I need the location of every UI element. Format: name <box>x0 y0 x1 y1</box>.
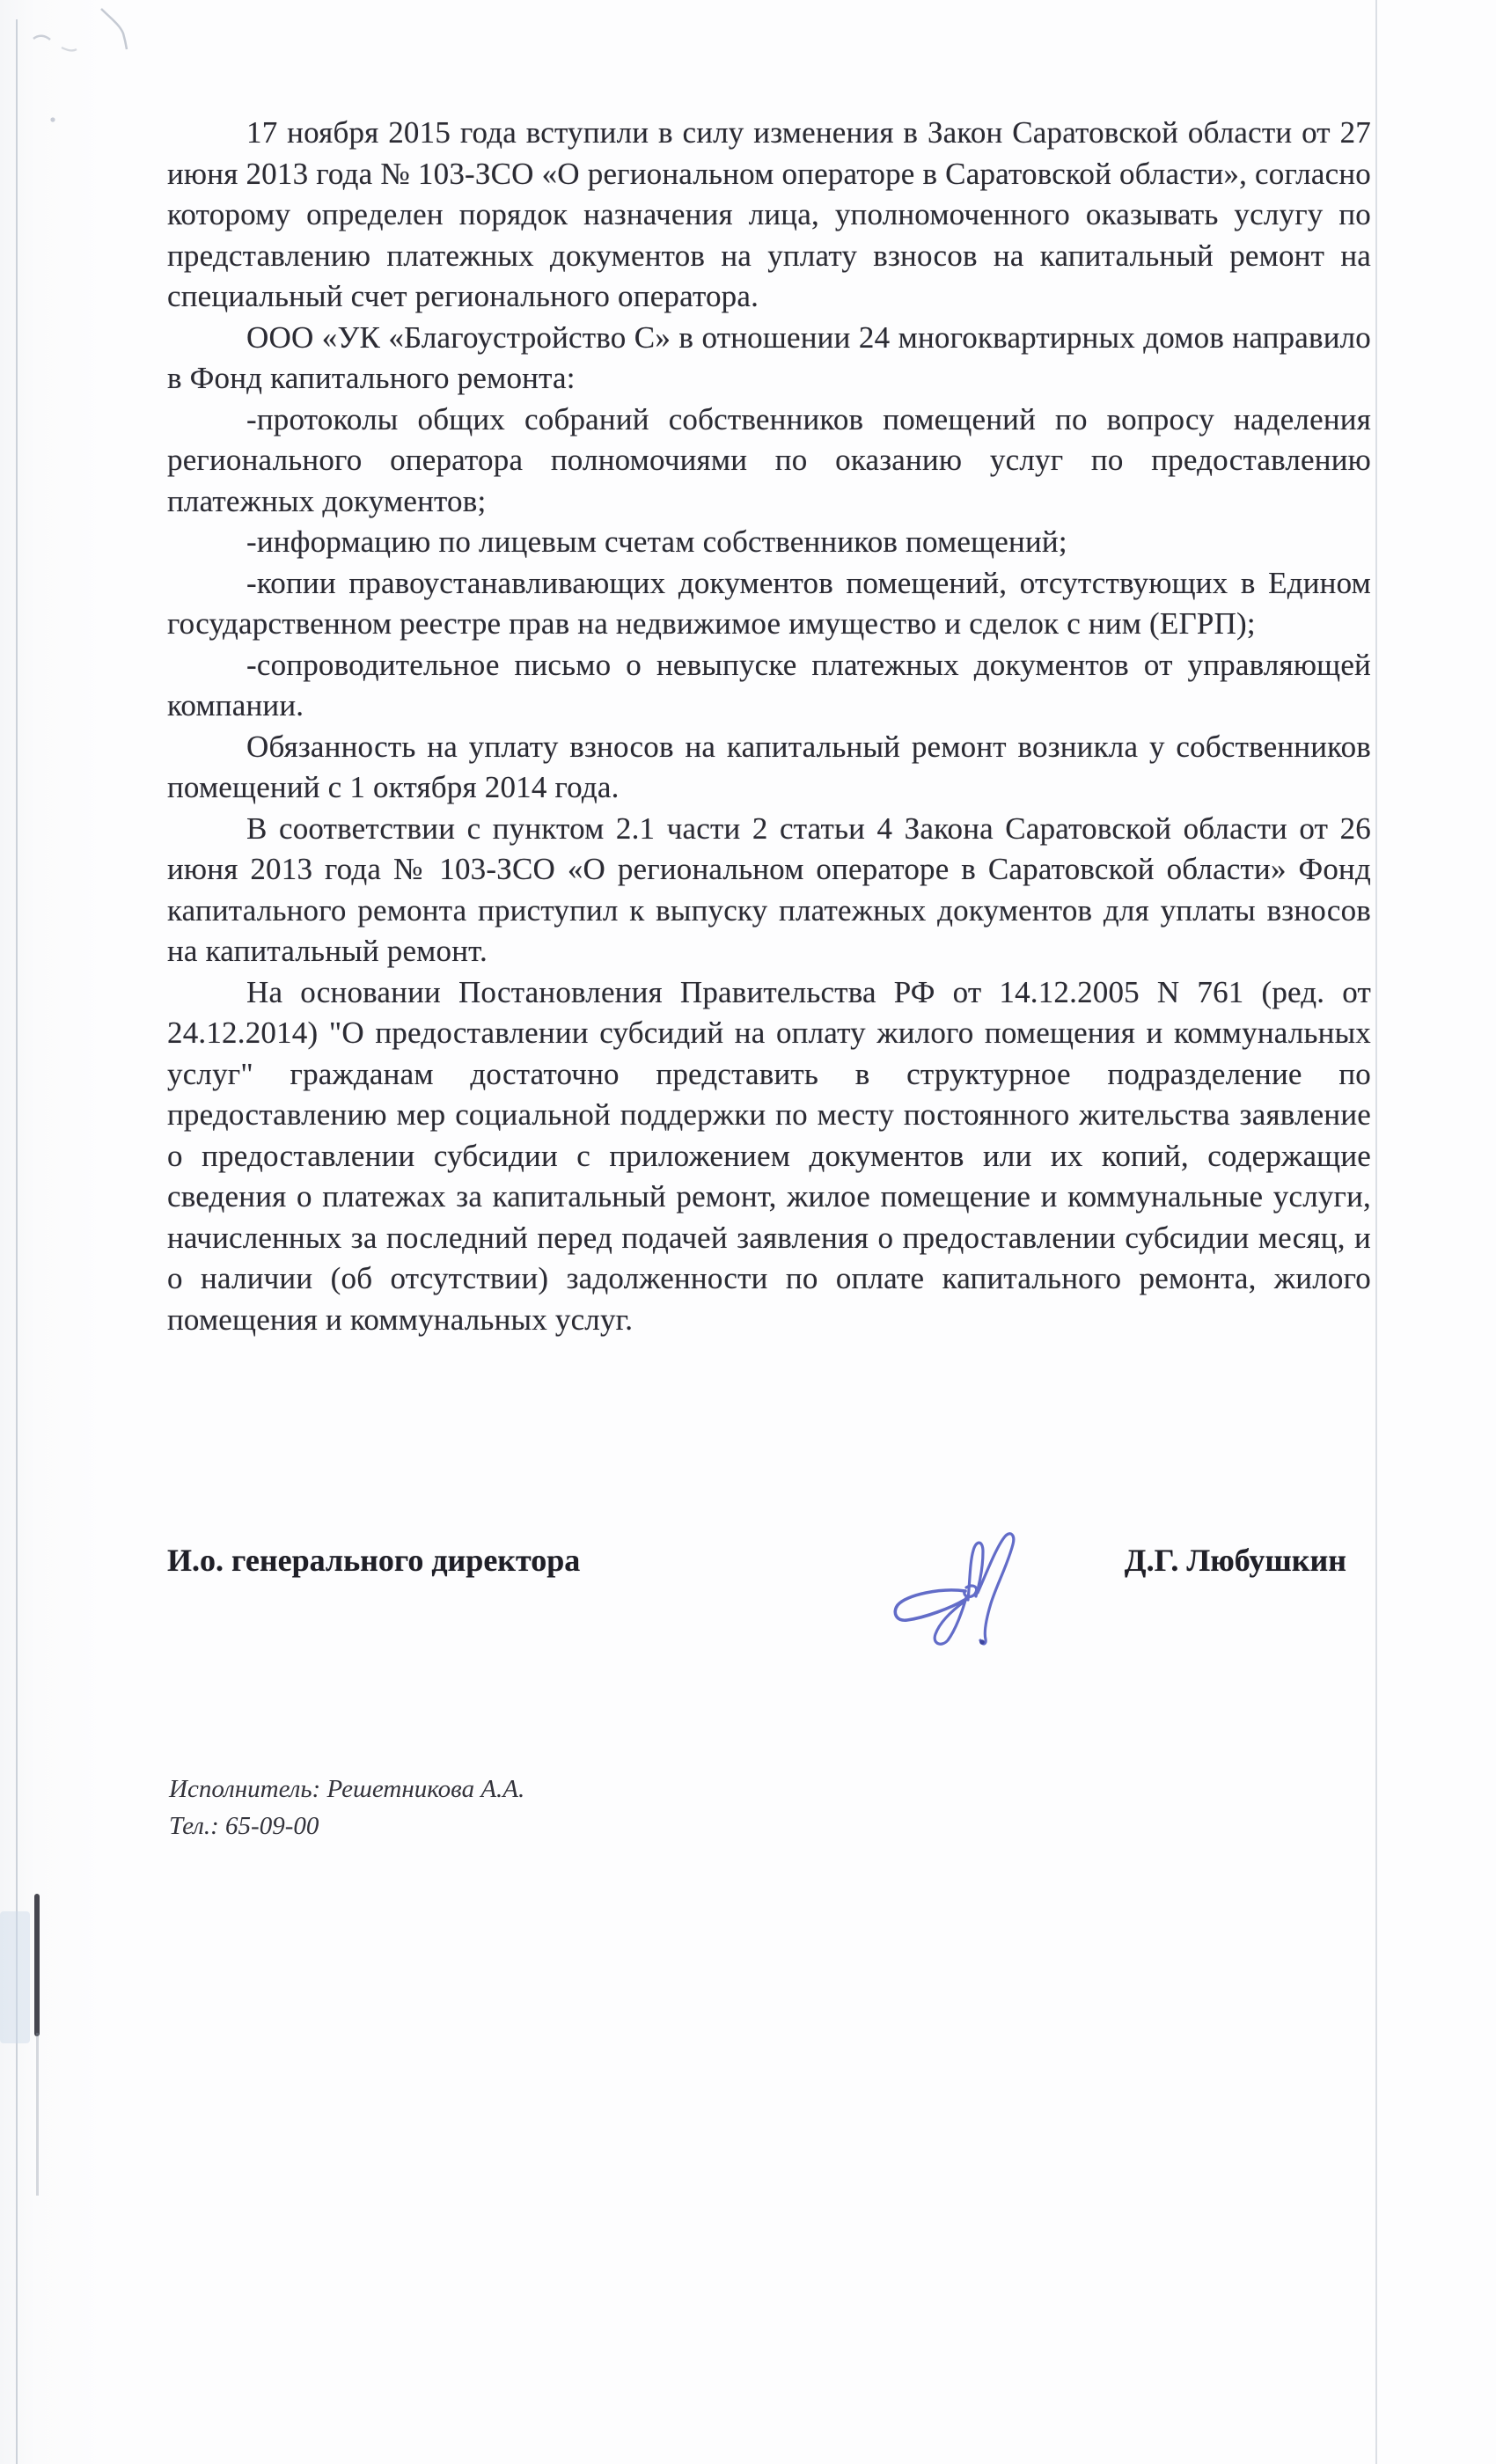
company-paragraph: ООО «УК «Благоустройство С» в отношении 24 многоквартирных домов направило в Фонд капитального ремонта: <box>167 319 1371 395</box>
scan-streak-tail <box>36 2033 39 2196</box>
signer-name: Д.Г. Любушкин <box>1124 1543 1346 1578</box>
obligation-paragraph: Обязанность на уплату взносов на капитальный ремонт возникла у собственников помещений с 1 октября 2014 года. <box>167 729 1371 804</box>
executor-line: Исполнитель: Решетникова А.А. <box>169 1775 525 1803</box>
intro-paragraph: 17 ноября 2015 года вступили в силу изменения в Закон Саратовской области от 27 июня 2013 года № 103-ЗСО «О региональном операторе в Саратовской области», согласно которому определен порядок назначения лица, уполномоченного оказывать услугу по представлению платежных документов на уплату взносов на капитальный ремонт на специальный счет регионального оператора. <box>167 115 1371 313</box>
signature-ink-icon <box>818 1496 1082 1725</box>
scan-edge-line-right <box>1375 0 1377 2464</box>
scan-streak-dark <box>34 1894 40 2036</box>
letter-body <box>167 113 1371 1340</box>
executor-note <box>169 1771 524 1844</box>
phone-line: Тел.: 65-09-00 <box>169 1812 319 1840</box>
scan-smudge <box>0 1911 30 2043</box>
signer-title: И.о. генерального директора <box>167 1543 581 1578</box>
bullet-accounts: -информацию по лицевым счетам собственников помещений; <box>246 524 1067 559</box>
bullet-title-docs: -копии правоустанавливающих документов помещений, отсутствующих в Едином государственном реестре прав на недвижимое имущество и сделок с ним (ЕГРП); <box>167 565 1371 641</box>
bullet-protocols: -протоколы общих собраний собственников помещений по вопросу наделения регионального оператора полномочиями по оказанию услуг по предоставлению платежных документов; <box>167 401 1371 518</box>
bullet-cover-letter: -сопроводительное письмо о невыпуске платежных документов от управляющей компании. <box>167 647 1371 722</box>
signature-block <box>167 1542 1346 1579</box>
law-paragraph: В соответствии с пунктом 2.1 части 2 статьи 4 Закона Саратовской области от 26 июня 2013 года № 103-ЗСО «О региональном операторе в Саратовской области» Фонд капитального ремонта приступил к выпуску платежных документов для уплаты взносов на капитальный ремонт. <box>167 810 1371 968</box>
subsidy-paragraph: На основании Постановления Правительства РФ от 14.12.2005 N 761 (ред. от 24.12.2014) "О предоставлении субсидий на оплату жилого помещения и коммунальных услуг" гражданам достаточно представить в структурное подразделение по предоставлению мер социальной поддержки по месту постоянного жительства заявление о предоставлении субсидии с приложением документов или их копий, содержащие сведения о платежах за капитальный ремонт, жилое помещение и коммунальные услуги, начисленных за последний перед подачей заявления о предоставлении субсидии месяц, и о наличии (об отсутствии) задолженности по оплате капитального ремонта, жилого помещения и коммунальных услуг. <box>167 974 1371 1337</box>
